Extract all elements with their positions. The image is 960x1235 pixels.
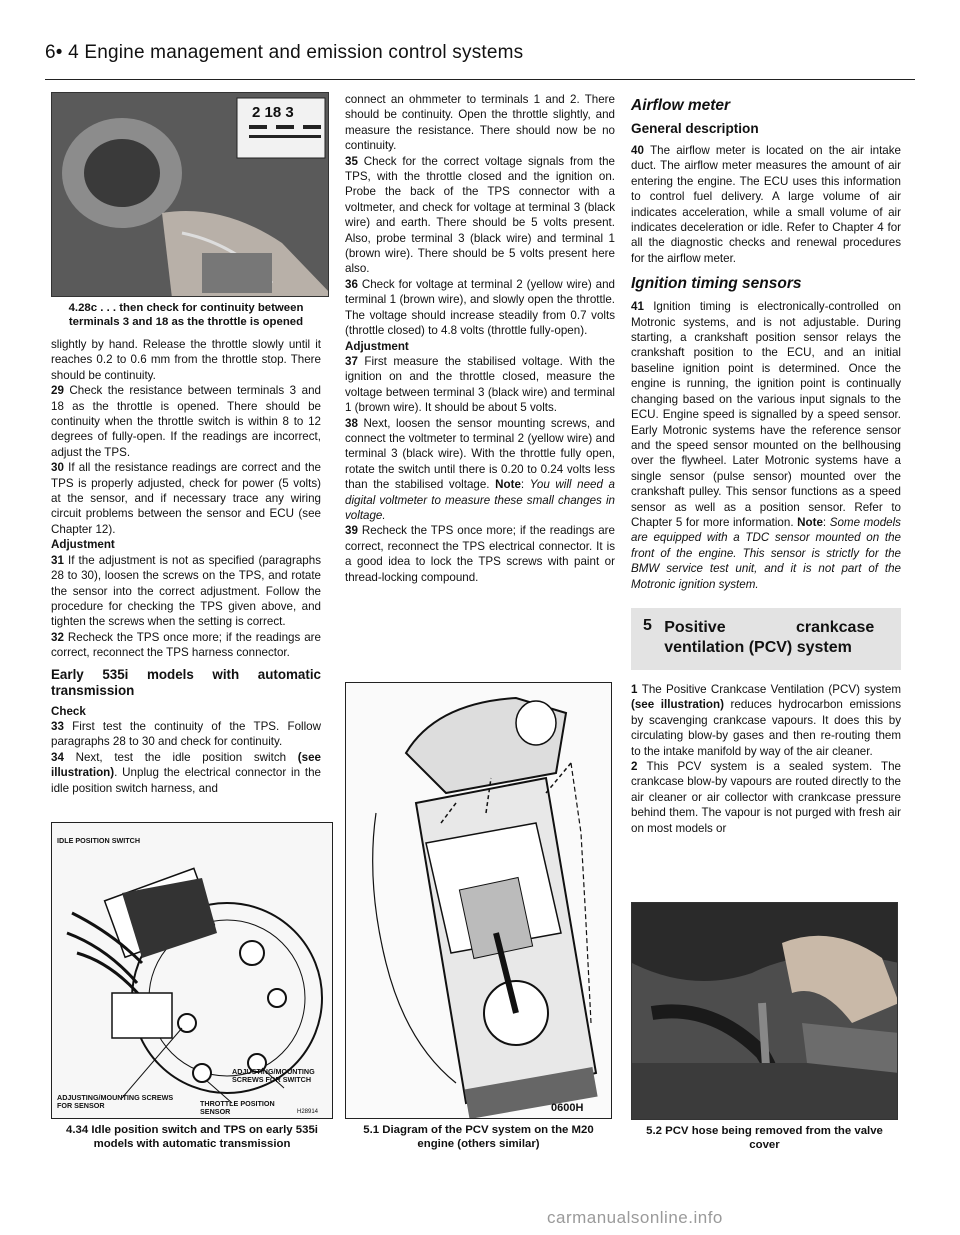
paragraph-continued: connect an ohmmeter to terminals 1 and 2. There should be continuity. Open the throttle slightly, and measure the resistance. There should now be no continuity.: [345, 93, 615, 153]
page-header: [45, 40, 915, 80]
paragraph-32: [51, 630, 321, 661]
paragraph-30: [51, 460, 321, 537]
diagram-5-1-drawing: [346, 683, 612, 1119]
paragraph-2: [631, 759, 901, 836]
paragraph-text: Check for the correct voltage signals from the TPS, with the throttle closed and the ignition on. Probe the back of the TPS connector with a voltmeter, and check for voltage at terminal 3 (black wire) and earth. There should be 5 volts present. Also, probe terminal 3 (black wire) and terminal 1 (brown wire). There should be 5 volts present here also.: [345, 154, 615, 276]
paragraph-text: First measure the stabilised voltage. With the ignition on and the throttle closed, measure the voltage between terminal 3 (black wire) and terminal 1 (brown wire). It should be about 5 volts.: [345, 354, 615, 415]
paragraph-text: Recheck the TPS once more; if the readings are correct, reconnect the TPS electrical connector. It is a good idea to lock the TPS screws with paint or thread-locking compound.: [345, 524, 615, 584]
note-text: You will need a digital voltmeter to measure these small changes in voltage.: [345, 478, 615, 522]
column-2: [345, 92, 615, 585]
subheading-check: Check: [51, 704, 86, 718]
paragraph-40: [631, 143, 901, 266]
paragraph-number: 41: [631, 300, 644, 314]
label-adjusting-screws-sensor: ADJUSTING/MOUNTING SCREWS FOR SENSOR: [57, 1093, 174, 1110]
paragraph-number: 31: [51, 553, 64, 567]
column-1: [51, 92, 321, 796]
paragraph-number: 2: [631, 760, 638, 773]
paragraph-1: [631, 682, 901, 759]
paragraph-number: 40: [631, 144, 644, 157]
paragraph-text: This PCV system is a sealed system. The crankcase blow-by vapours are routed directly to the air cleaner or air collector with crankcase pressure behind them. The vapour is not purged with fresh air on most models or: [631, 760, 901, 835]
paragraph-text: Recheck the TPS once more; if the readings are correct, reconnect the TPS harness connector.: [51, 630, 321, 660]
photo-5-2: [631, 902, 898, 1120]
column-3: [631, 92, 901, 836]
paragraph-number: 36: [345, 277, 358, 291]
paragraph-text: The Positive Crankcase Ventilation (PCV) system: [641, 682, 901, 696]
figure-reference-code: 0600H: [551, 1102, 584, 1114]
figure-reference-code: H28914: [297, 1109, 319, 1115]
figure-5-2: [631, 902, 898, 1152]
paragraph-39: [345, 523, 615, 585]
diagram-5-1: [345, 682, 612, 1119]
paragraph-number: 1: [631, 682, 638, 696]
paragraph-number: 30: [51, 461, 64, 475]
paragraph-text: The airflow meter is located on the air intake duct. The airflow meter measures the amount of air entering the engine. The ECU uses this information to control fuel delivery. A large volume of air indicates acceleration, while a small volume of air indicates deceleration or idle. Refer to Chapter 4 for all the diagnostic checks and renewal procedures for the airflow meter.: [631, 144, 901, 265]
paragraph-text: Check for voltage at terminal 2 (yellow wire) and terminal 1 (brown wire), and slowly open the throttle. The voltage should increase steadily from 0.7 volts (throttle closed) to 4.8 volts (throttle fully-open).: [345, 277, 615, 338]
caption-4-28c: 4.28c . . . then check for continuity between terminals 3 and 18 as the throttle is opened: [68, 302, 304, 328]
photo-5-2-image: [632, 903, 898, 1120]
label-idle-position-switch: IDLE POSITION SWITCH: [57, 836, 141, 845]
inset-terminal-numbers: 2 18 3: [252, 104, 294, 121]
see-illustration-link: (see illustration): [631, 698, 724, 712]
paragraph-number: 33: [51, 719, 64, 733]
note-text: Some models are equipped with a TDC sensor mounted on the front of the engine. This sensor is strictly for the BMW service test unit, and it is not part of the Motronic ignition system.: [631, 515, 901, 591]
paragraph-text: If all the resistance readings are correct and the TPS is properly adjusted, check for power (5 volts) at the sensor, and if necessary trace any wiring circuit problems between the sensor and ECU (see Chapter 12).: [51, 461, 321, 536]
diagram-4-34: [51, 822, 333, 1119]
section-number: 5: [643, 616, 652, 634]
label-adjusting-screws-switch: ADJUSTING/MOUNTING SCREWS FOR SWITCH: [232, 1067, 315, 1084]
figure-4-28c: [51, 92, 321, 329]
paragraph-number: 38: [345, 416, 358, 430]
section-title: Positive crankcase ventilation (PCV) system: [664, 618, 875, 656]
caption-4-34: 4.34 Idle position switch and TPS on early 535i models with automatic transmission: [66, 1124, 318, 1150]
caption-5-2: 5.2 PCV hose being removed from the valve cover: [646, 1125, 883, 1151]
paragraph-29: [51, 383, 321, 460]
section-heading-box: [631, 608, 901, 670]
paragraph-text: Next, test the idle position switch: [75, 750, 287, 764]
label-throttle-position-sensor: THROTTLE POSITION SENSOR: [200, 1099, 275, 1116]
paragraph-number: 35: [345, 154, 358, 168]
figure-5-1: [345, 682, 612, 1151]
paragraph-41: 41 Ignition timing is electronically-controlled on Motronic systems, and is not adjustable. During starting, a crankshaft position sensor relays the crankshaft position to the ECU, and an initial baseline ignition point is determined. Once the engine is running, the ignition point is continually changing based on the various input signals to the ECU. Engine speed is signalled by a speed sensor. Early Motronic systems have the reference sensor and the speed sensor mounted on the bellhousing over the flywheel. Later Motronic systems have a single sensor (pulse sensor) mounted over the crankshaft pulley. This sensor functions as a speed sensor as well as a position sensor. Refer to Chapter 5 for more information. Note: Some models are equipped with a TDC sensor mounted on the front of the engine. This sensor is strictly for the BMW service test unit, and it is not part of the Motronic ignition system.: [631, 300, 901, 591]
paragraph-38: 38 Next, loosen the sensor mounting screws, and connect the voltmeter to terminal 2 (yellow wire) and terminal 3 (black wire). With the throttle fully open, rotate the switch until there is 0.20 to 0.24 volts less than the stabilised voltage. Note: You will need a digital voltmeter to measure these small changes in voltage.: [345, 416, 616, 522]
heading-early-535i: Early 535i models with automatic transmission: [51, 666, 321, 698]
page-title: 6• 4 Engine management and emission control systems: [45, 42, 524, 63]
subheading-adjustment: Adjustment: [51, 538, 115, 552]
paragraph-text: Check the resistance between terminals 3 and 18 as the throttle is opened. There should be continuity when the throttle switch is within 8 to 12 degrees of fully-open. If the readings are incorrect, adjust the TPS.: [51, 384, 321, 459]
paragraph-number: 39: [345, 524, 358, 538]
note-label: Note: [495, 478, 521, 492]
paragraph-36: [345, 277, 615, 339]
paragraph-35: [345, 154, 615, 277]
watermark-text: carmanualsonline.info: [547, 1208, 723, 1227]
paragraph-37: [345, 354, 615, 416]
figure-4-34: [51, 822, 333, 1151]
note-label: Note: [797, 515, 823, 529]
paragraph-text: . Unplug the electrical connector in the idle position switch harness, and: [51, 766, 321, 795]
paragraph-text: reduces hydrocarbon emissions by scavenging crankcase vapours. It does this by circulating blow-by gases and then re-routing them to the intake manifold by way of the air cleaner.: [631, 698, 901, 758]
paragraph-31: [51, 553, 321, 630]
paragraph-text: Next, loosen the sensor mounting screws, and connect the voltmeter to terminal 2 (yellow wire) and terminal 3 (black wire). With the throttle fully open, rotate the switch until there is 0.20 to 0.24 volts less than the stabilised voltage.: [345, 416, 616, 492]
see-illustration-link: (see illustration): [51, 750, 321, 780]
paragraph-number: 34: [51, 750, 64, 764]
paragraph-number: 29: [51, 384, 64, 398]
paragraph-text: If the adjustment is not as specified (paragraphs 28 to 30), loosen the screws on the TPS, and rotate the sensor into the correct adjustment. Follow the procedure for checking the TPS given above, and tighten the screws when the setting is correct.: [51, 553, 321, 629]
caption-5-1: 5.1 Diagram of the PCV system on the M20 engine (others similar): [363, 1124, 594, 1150]
paragraph-34: [51, 750, 321, 796]
paragraph-continued: slightly by hand. Release the throttle slowly until it reaches 0.2 to 0.6 mm from the throttle stop. There should be continuity.: [51, 338, 321, 382]
heading-general-description: General description: [631, 121, 759, 136]
subheading-adjustment: Adjustment: [345, 339, 409, 353]
photo-4-28c: [51, 92, 329, 297]
paragraph-text: Ignition timing is electronically-controlled on Motronic systems, and is not adjustable. During starting, a crankshaft position sensor relays the crankshaft position to the ECU, and an initial baseline ignition point is determined. Once the engine is running, the ignition point is continually changing based on the various input signals to the ECU. Engine speed is signalled by a speed sensor. Early Motronic systems have the reference sensor and the speed sensor mounted on the bellhousing over the flywheel. Later Motronic systems have a single sensor (pulse sensor) mounted over the crankshaft pulley. This sensor functions as a speed sensor as well as a position sensor. Refer to Chapter 5 for more information.: [631, 300, 901, 529]
paragraph-number: 37: [345, 354, 358, 368]
paragraph-text: First test the continuity of the TPS. Follow paragraphs 28 to 30 and check for continuity.: [51, 719, 321, 749]
heading-airflow-meter: Airflow meter: [631, 97, 731, 114]
paragraph-number: 32: [51, 630, 64, 644]
paragraph-33: [51, 719, 321, 750]
photo-4-28c-image: [52, 93, 329, 297]
heading-ignition-timing: Ignition timing sensors: [631, 275, 802, 293]
